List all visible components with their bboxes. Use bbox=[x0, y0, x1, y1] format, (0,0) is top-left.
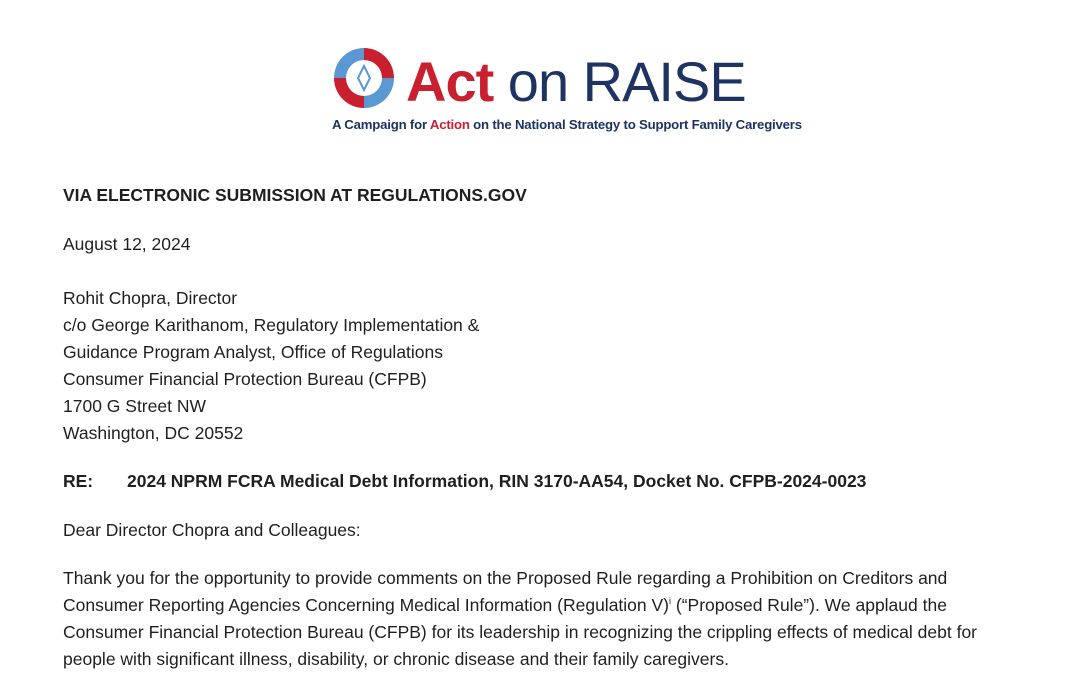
paragraph-text: Consumer Reporting Agencies Concerning Medical Information (Regulation V) bbox=[63, 595, 670, 615]
address-line: Consumer Financial Protection Bureau (CFPB) bbox=[63, 369, 427, 389]
recipient-address bbox=[63, 285, 479, 447]
act-on-raise-logo bbox=[330, 44, 802, 140]
address-line: c/o George Karithanom, Regulatory Implementation & bbox=[63, 315, 480, 335]
re-subject: 2024 NPRM FCRA Medical Debt Information, RIN 3170-AA54, Docket No. CFPB-2024-0023 bbox=[127, 471, 867, 491]
paragraph-line: people with significant illness, disability, or chronic disease and their family caregivers. bbox=[63, 649, 729, 669]
paragraph-line bbox=[63, 592, 1003, 619]
tagline-post: on the National Strategy to Support Family Caregivers bbox=[469, 117, 802, 132]
tagline-highlight: Action bbox=[429, 117, 470, 132]
submission-heading: VIA ELECTRONIC SUBMISSION AT REGULATIONS.GOV bbox=[63, 185, 527, 205]
caregiving-ring-icon bbox=[330, 44, 398, 112]
paragraph-line: Thank you for the opportunity to provide comments on the Proposed Rule regarding a Prohibition on Creditors and bbox=[63, 568, 948, 588]
body-paragraph bbox=[63, 565, 1003, 673]
address-line: 1700 G Street NW bbox=[63, 396, 206, 416]
logo-word-act: Act bbox=[406, 50, 494, 113]
logo-wordmark bbox=[406, 52, 746, 112]
paragraph-text: (“Proposed Rule”). We applaud the bbox=[671, 595, 947, 615]
tagline-pre: A Campaign for bbox=[332, 117, 430, 132]
footnote-marker[interactable]: i bbox=[669, 596, 672, 607]
address-line: Washington, DC 20552 bbox=[63, 423, 244, 443]
salutation: Dear Director Chopra and Colleagues: bbox=[63, 520, 361, 540]
re-label: RE: bbox=[63, 471, 94, 491]
logo-tagline bbox=[332, 117, 802, 132]
letter-date: August 12, 2024 bbox=[63, 234, 191, 254]
address-line: Rohit Chopra, Director bbox=[63, 288, 238, 308]
logo-word-rest: on RAISE bbox=[493, 50, 746, 113]
address-line: Guidance Program Analyst, Office of Regulations bbox=[63, 342, 444, 362]
paragraph-line: Consumer Financial Protection Bureau (CFPB) for its leadership in recognizing the crippling effects of medical debt for bbox=[63, 622, 978, 642]
re-line bbox=[63, 468, 866, 494]
